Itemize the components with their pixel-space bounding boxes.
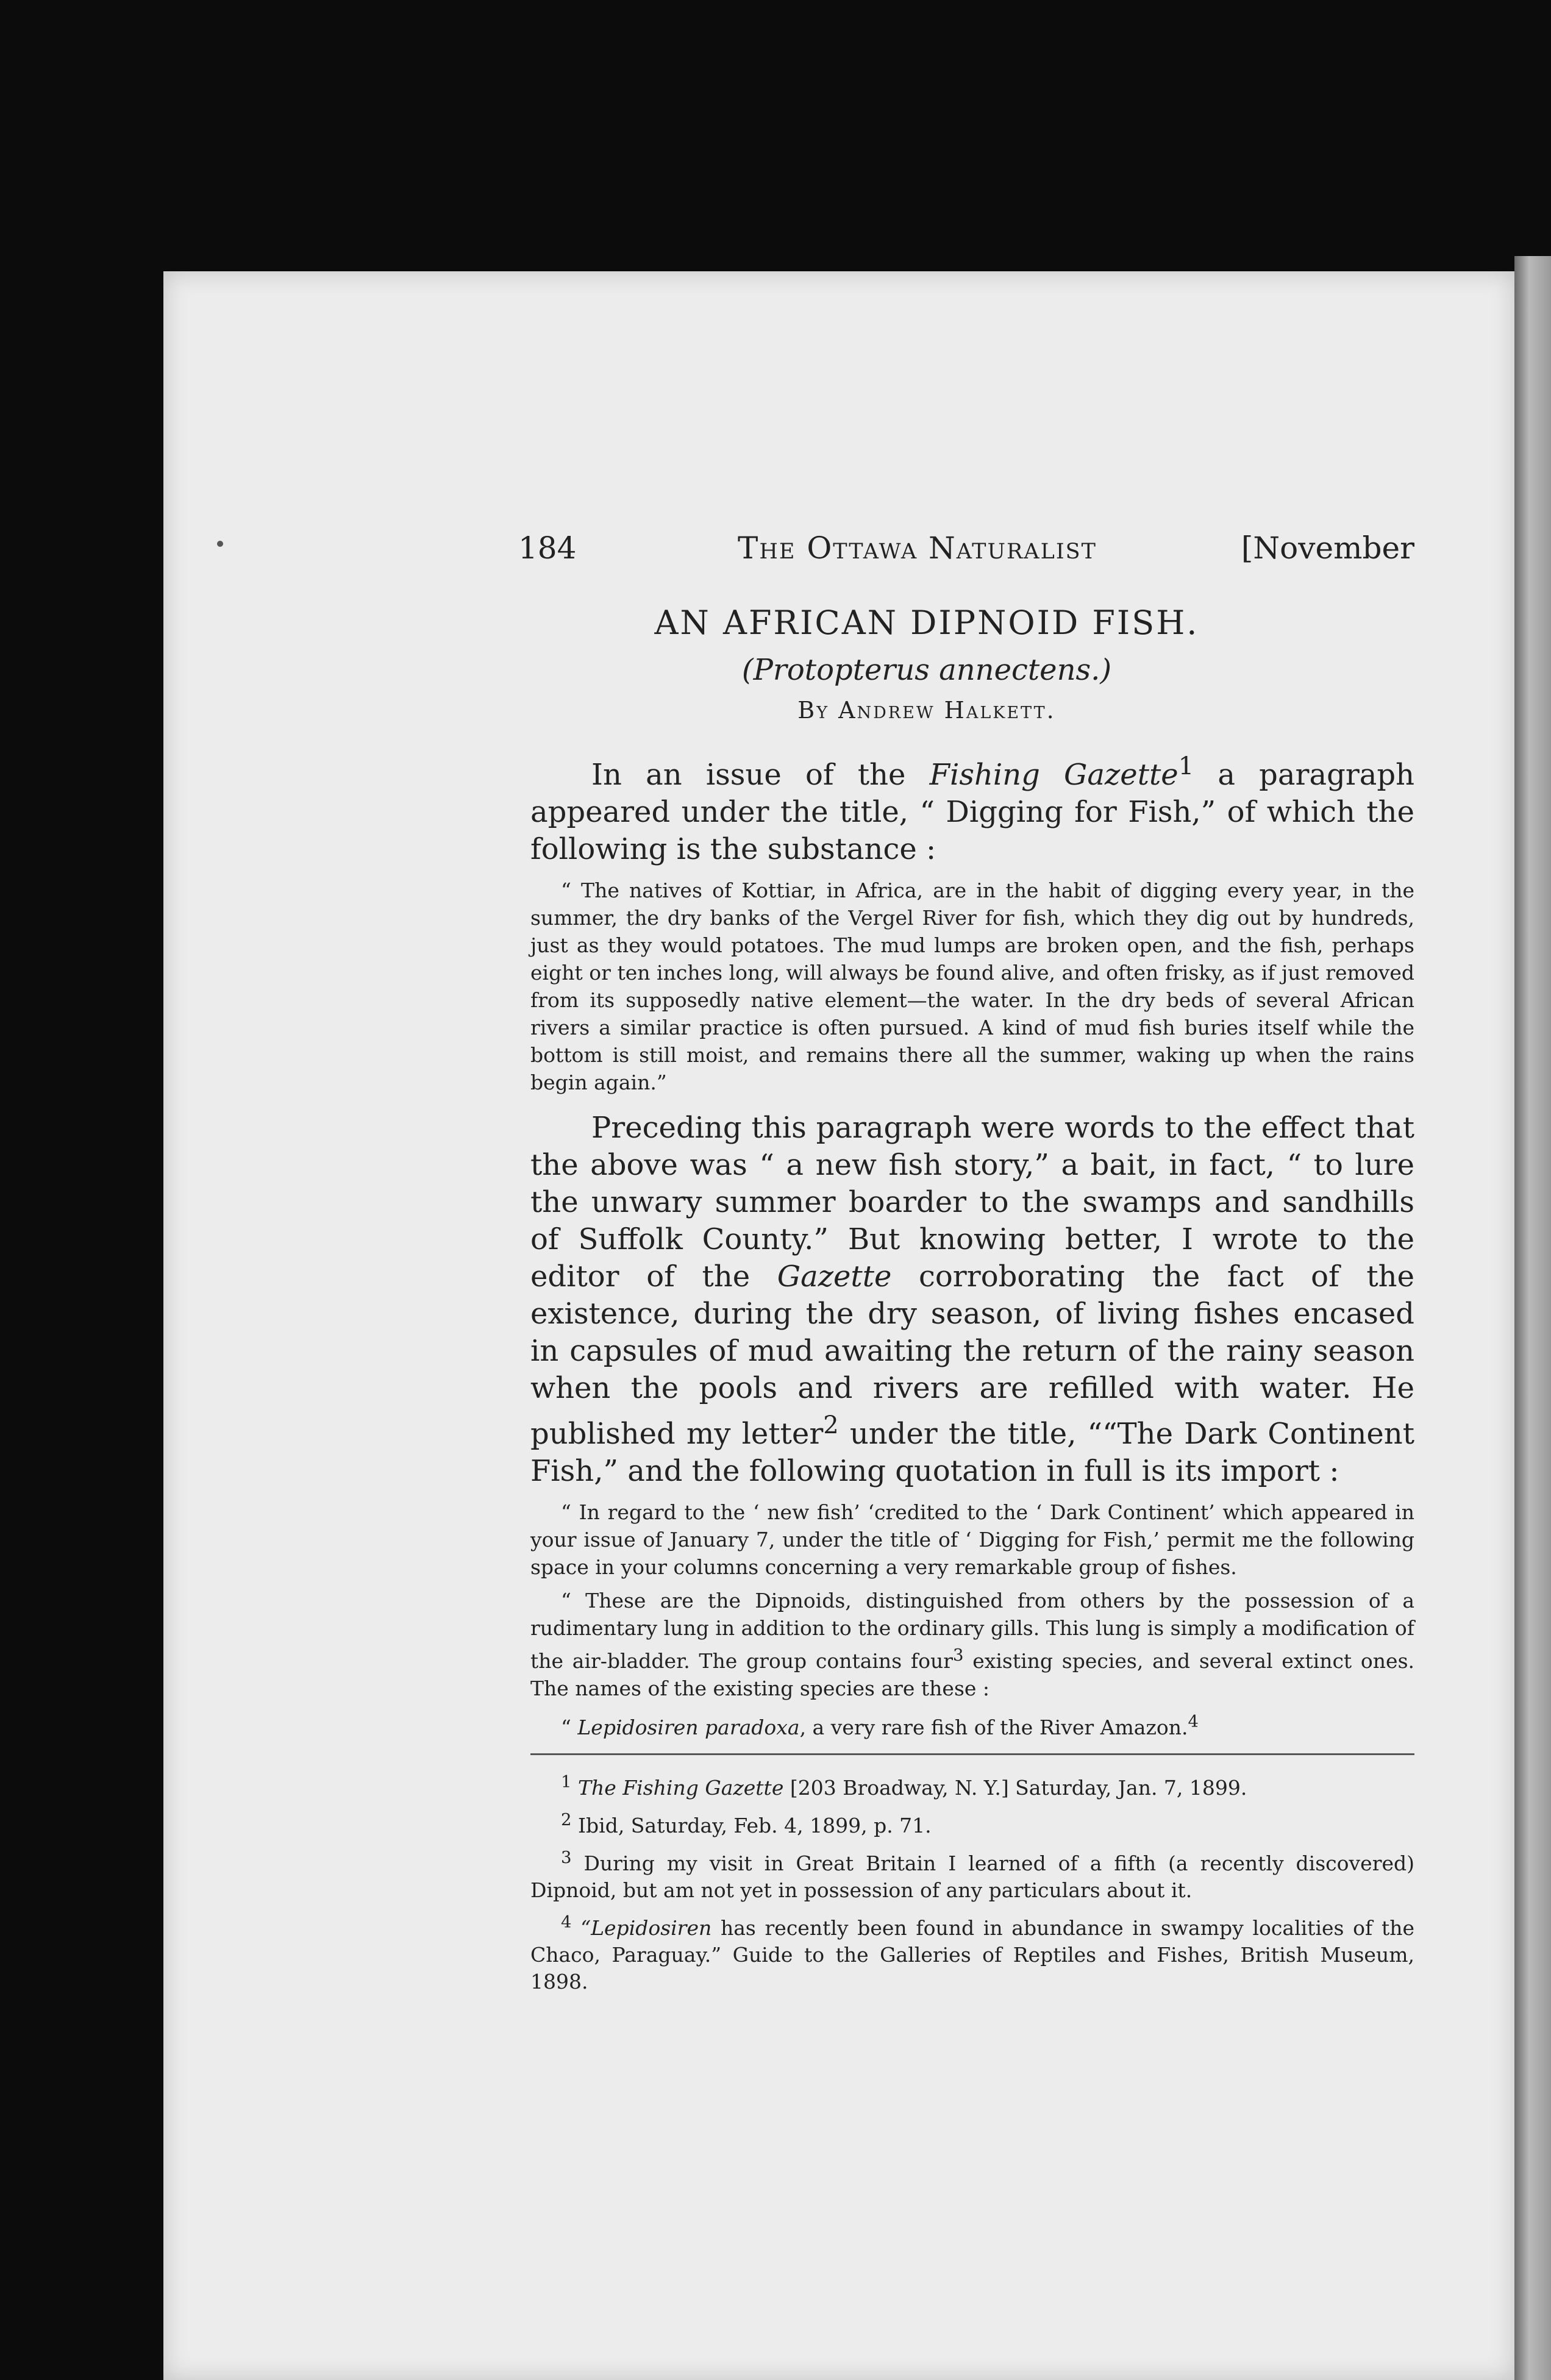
footnote-1 (530, 1769, 1414, 1801)
article-subtitle: (Protopterus annectens.) (741, 653, 1112, 687)
page-edge-shadow (1514, 256, 1551, 2380)
article-byline: By Andrew Halkett. (797, 697, 1056, 724)
p2-italic: Gazette (777, 1259, 892, 1294)
fn1-italic: The Fishing Gazette (578, 1776, 784, 1800)
quote-2: “ In regard to the ‘ new fish’ ‘credited to the ‘ Dark Continent’ which appeared in your issue of January 7, under the title of ‘ Digging for Fish,’ permit me the following space in your columns concerning a very remarkable group of fishes. (530, 1500, 1414, 1579)
q4-italic: Lepidosiren paradoxa (577, 1716, 800, 1739)
fn3-text: During my visit in Great Britain I learned of a fifth (a recently discovered) Dipnoid, but am not yet in possession of any particulars about it. (530, 1851, 1414, 1902)
footnote-ref-1: 1 (1178, 752, 1194, 780)
footnote-ref-4: 4 (1188, 1712, 1199, 1731)
page-number: 184 (518, 530, 577, 566)
q4-text-b: , a very rare fish of the River Amazon. (799, 1716, 1188, 1739)
fn2-text: Ibid, Saturday, Feb. 4, 1899, p. 71. (571, 1814, 932, 1837)
fn1-mark: 1 (561, 1772, 572, 1792)
footnote-ref-2: 2 (823, 1411, 839, 1439)
fn3-mark: 3 (561, 1848, 572, 1867)
running-header (378, 530, 1414, 579)
q3-text-b: existing species, and several extinct ones. The names of the existing species are these : (530, 1649, 1414, 1700)
p2-text-c: under the title, ““The Dark Continent Fish,” and the following quotation in full is its import : (530, 1417, 1414, 1488)
footnotes (530, 1769, 1414, 1995)
fn4-text: has recently been found in abundance in swampy localities of the Chaco, Paraguay.” Guide to the Galleries of Reptiles and Fishes, British Museum, 1898. (530, 1916, 1414, 1993)
p2-text-a: Preceding this paragraph were words to the effect that the above was “ a new fish story,” a bait, in fact, “ to lure the unwary summer boarder to the swamps and sandhills of Suffolk County.” But knowing better, I wrote to the editor of the (530, 1111, 1414, 1294)
footnote-3 (530, 1844, 1414, 1904)
fn4-italic: “Lepidosiren (580, 1916, 712, 1940)
quote-3 (530, 1587, 1414, 1702)
article-title: AN AFRICAN DIPNOID FISH. (654, 604, 1199, 642)
quote-1: “ The natives of Kottiar, in Africa, are in the habit of digging every year, in the summer, the dry banks of the Vergel River for fish, which they dig out by hundreds, just as they would potatoes. The mud lumps are broken open, and the fish, perhaps eight or ten inches long, will always be found alive, and often frisky, as if just removed from its supposedly native element—the water. In the dry beds of several African rivers a similar practice is often pursued. A kind of mud fish buries itself while the bottom is still moist, and remains there all the summer, waking up when the rains begin again.” (530, 878, 1414, 1094)
footnote-divider (530, 1753, 1414, 1755)
fn4-mark: 4 (561, 1912, 572, 1932)
paragraph-2 (530, 1110, 1414, 1490)
quote-4 (530, 1708, 1414, 1741)
fn2-mark: 2 (561, 1810, 572, 1830)
q4-text-a: “ (561, 1716, 578, 1739)
p1-text-a: In an issue of the (591, 758, 930, 792)
p1-text-b: a paragraph appeared under the title, “ Digging for Fish,” of which the following is the substance : (530, 758, 1415, 866)
footnote-ref-3: 3 (952, 1645, 964, 1665)
q3-text-a: “ These are the Dipnoids, distinguished from others by the possession of a rudimentary lung in addition to the ordinary gills. This lung is simply a modification of the air-bladder. The group contains four (530, 1589, 1414, 1673)
fn1-text: [203 Broadway, N. Y.] Saturday, Jan. 7, 1899. (783, 1776, 1247, 1800)
p1-italic: Fishing Gazette (929, 758, 1178, 792)
p2-text-b: corroborating the fact of the existence, during the dry season, of living fishes encased in capsules of mud awaiting the return of the rainy season when the pools and rivers are refilled with water. He published my letter (530, 1259, 1414, 1451)
footnote-4 (530, 1909, 1414, 1995)
scan-speck (217, 541, 223, 547)
footnote-2 (530, 1806, 1414, 1839)
issue-month: [November (1241, 530, 1414, 566)
page-content (378, 530, 1414, 2000)
paragraph-1 (530, 748, 1414, 868)
journal-name: The Ottawa Naturalist (738, 530, 1097, 566)
